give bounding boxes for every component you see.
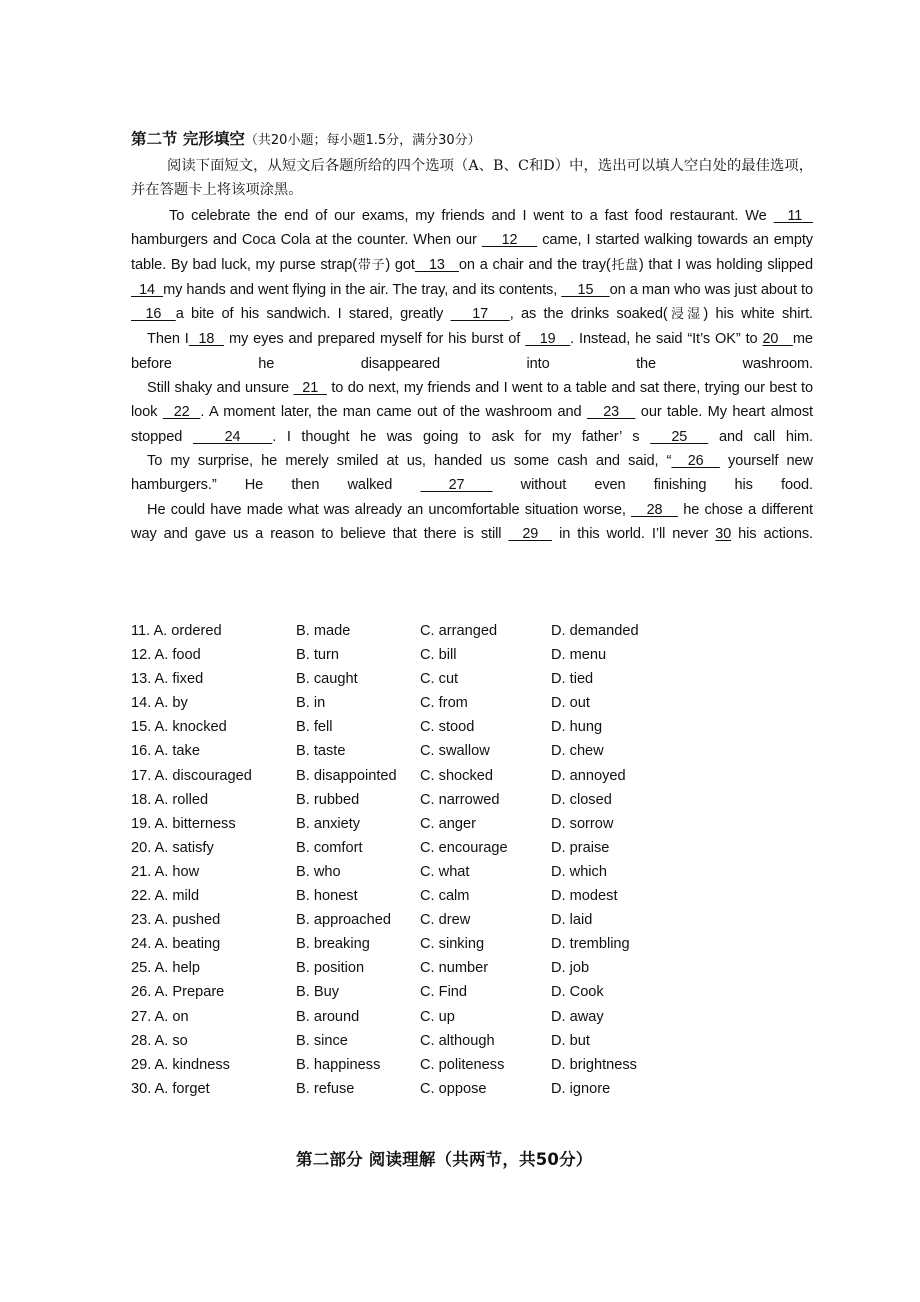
passage-text: he chose a different way and gave us a reason to believe that there is still [131,501,813,542]
passage-text: ) his white shirt. [703,306,813,323]
passage-text: Still shaky and unsure [147,380,290,397]
option-choice-d[interactable]: D. out [551,695,590,712]
blank-11[interactable]: 11 [773,208,813,224]
option-choice-a[interactable]: 25. A. help [131,960,200,977]
option-choice-c[interactable]: C. drew [420,912,471,929]
passage-text: ) got [385,256,415,273]
passage-text: on a chair and the tray( [458,256,611,273]
option-choice-b[interactable]: B. approached [296,912,391,929]
option-choice-b[interactable]: B. comfort [296,839,363,856]
blank-27[interactable]: 27 [420,477,493,494]
instruction-line-1: 阅读下面短文，从短文后各题所给的四个选项（A、B、C和D）中，选出可以填人空白处 [167,158,727,174]
option-row [131,860,821,884]
option-choice-d[interactable]: D. tied [551,671,594,688]
option-choice-d[interactable]: D. away [551,1008,604,1025]
option-choice-a[interactable]: 18. A. rolled [131,791,209,808]
option-row [131,956,821,980]
option-choice-d[interactable]: D. chew [551,743,604,760]
option-choice-a[interactable]: 19. A. bitterness [131,815,236,832]
option-choice-a[interactable]: 12. A. food [131,647,201,664]
option-choice-a[interactable]: 14. A. by [131,695,188,712]
option-choice-c[interactable]: C. shocked [420,767,494,784]
option-choice-c[interactable]: C. calm [420,888,470,905]
blank-20[interactable]: 20 [762,331,793,348]
option-choice-a[interactable]: 30. A. forget [131,1080,210,1097]
option-choice-b[interactable]: B. breaking [296,936,370,953]
option-choice-c[interactable]: C. Find [420,984,468,1001]
option-choice-b[interactable]: B. rubbed [296,791,360,808]
option-choice-d[interactable]: D. brightness [551,1056,637,1073]
blank-28[interactable]: 28 [631,501,678,518]
option-choice-c[interactable]: C. number [420,960,489,977]
blank-14[interactable]: 14 [131,281,164,298]
passage-text: To my surprise, he merely smiled at us, handed us some cash and said, “ [147,452,672,469]
passage-text: without even finishing his food. [520,477,813,494]
section-heading [131,128,813,152]
passage-text: ) that I was holding slipped [638,256,813,273]
option-choice-a[interactable]: 15. A. knocked [131,719,227,736]
option-choice-b[interactable]: B. made [296,623,351,639]
blank-26[interactable]: 26 [671,452,720,469]
option-choice-c[interactable]: C. stood [420,719,475,736]
option-choice-c[interactable]: C. sinking [420,936,485,953]
option-row [131,908,821,932]
passage-text: He could have made what was already an uncomfortable situation worse, [147,501,626,518]
option-choice-a[interactable]: 16. A. take [131,743,200,760]
passage-text: To celebrate the end of our exams, my friends and I went to a fast food restaurant. We [169,208,767,224]
passage-text: yourself new hamburgers.” He then walked [131,452,813,494]
blank-23[interactable]: 23 [587,404,636,421]
option-choice-b[interactable]: B. honest [296,888,358,905]
option-choice-d[interactable]: D. which [551,863,607,880]
blank-29[interactable]: 29 [508,525,553,542]
option-choice-d[interactable]: D. closed [551,791,612,808]
option-choice-d[interactable]: D. modest [551,888,618,905]
option-choice-a[interactable]: 21. A. how [131,863,200,880]
blank-15[interactable]: 15 [561,281,610,298]
option-row [131,667,821,691]
option-choice-b[interactable]: B. anxiety [296,815,361,832]
passage-text: came, I started walking towards an empty table. By bad luck, my purse strap( [131,232,813,273]
option-choice-d[interactable]: D. Cook [551,984,604,1001]
option-choice-a[interactable]: 24. A. beating [131,936,221,953]
passage-text: our table. My heart almost stopped [131,404,813,445]
blank-25[interactable]: 25 [650,428,709,445]
option-choice-c[interactable]: C. politeness [420,1056,505,1073]
option-choice-d[interactable]: D. trembling [551,936,630,953]
option-choice-b[interactable]: B. turn [296,647,339,664]
passage-text: a bite of his sandwich. I stared, greatly [175,306,444,323]
passage-text: . Instead, he said “It’s OK” to [570,331,758,348]
option-row [131,619,821,643]
option-row [131,932,821,956]
passage-text: my hands and went flying in the air. The tray, and its contents, [163,281,558,298]
option-choice-b[interactable]: B. around [296,1008,360,1025]
passage-text: on a man who was just about to [609,281,813,298]
part-two-heading: 第二部分 阅读理解（共两节，共50分） [296,1150,593,1169]
option-row [131,812,821,836]
passage-text: , as the drinks soaked( [509,306,668,323]
cloze-passage [131,204,813,546]
passage-paragraph-2 [131,327,813,376]
option-choice-c[interactable]: C. narrowed [420,791,500,808]
passage-paragraph-3 [131,376,813,449]
option-choice-d[interactable]: D. hung [551,719,603,736]
option-choice-b[interactable]: B. who [296,863,341,880]
option-choice-d[interactable]: D. praise [551,839,610,856]
option-choice-c[interactable]: C. what [420,863,470,880]
blank-16[interactable]: 16 [131,306,176,323]
option-choice-b[interactable]: B. in [296,695,326,712]
option-choice-a[interactable]: 17. A. discouraged [131,767,252,784]
passage-text: . I thought he was going to ask for my father’ s [272,428,640,445]
options-list [131,619,821,1101]
option-choice-d[interactable]: D. menu [551,647,607,664]
passage-text: . A moment later, the man came out of the washroom and [200,404,582,421]
blank-30[interactable]: 30 [715,525,732,542]
option-choice-a[interactable]: 11. A. ordered [131,623,222,639]
section-heading-title: 第二节 完形填空 [131,130,245,148]
option-choice-d[interactable]: D. sorrow [551,815,614,832]
option-choice-a[interactable]: 26. A. Prepare [131,984,225,1001]
option-choice-d[interactable]: D. demanded [551,623,639,639]
option-choice-a[interactable]: 20. A. satisfy [131,839,214,856]
option-choice-d[interactable]: D. annoyed [551,767,626,784]
option-row [131,884,821,908]
blank-17[interactable]: 17 [450,306,510,323]
option-choice-a[interactable]: 22. A. mild [131,888,200,905]
gloss-tuopan: 托盘 [610,257,639,273]
passage-text: and call him. [718,428,813,445]
option-choice-c[interactable]: C. oppose [420,1080,487,1097]
option-choice-c[interactable]: C. although [420,1032,495,1049]
option-choice-b[interactable]: B. disappointed [296,767,397,784]
option-row [131,691,821,715]
passage-text: my eyes and prepared myself for his burst of [228,331,521,348]
option-row [131,643,821,667]
option-choice-a[interactable]: 23. A. pushed [131,912,221,929]
option-choice-c[interactable]: C. arranged [420,623,498,639]
option-choice-b[interactable]: B. since [296,1032,348,1049]
option-choice-c[interactable]: C. anger [420,815,476,832]
option-choice-b[interactable]: B. happiness [296,1056,381,1073]
option-choice-d[interactable]: D. but [551,1032,590,1049]
blank-19[interactable]: 19 [525,331,571,348]
option-choice-d[interactable]: D. job [551,960,590,977]
blank-18[interactable]: 18 [188,331,225,348]
passage-text: in this world. I’ll never [559,525,709,542]
option-choice-b[interactable]: B. caught [296,671,358,688]
option-row [131,836,821,860]
option-row [131,788,821,812]
option-choice-c[interactable]: C. cut [420,671,459,688]
option-choice-b[interactable]: B. fell [296,719,333,736]
blank-24[interactable]: 24 [192,428,273,445]
instruction-line-2: 的最佳选项，并在答题卡上将该项涂黑。 [131,158,813,198]
passage-paragraph-5 [131,498,813,547]
passage-text: his actions. [738,525,813,542]
option-choice-c[interactable]: C. from [420,695,468,712]
gloss-jinshi: 浸湿 [667,307,704,323]
option-row [131,739,821,763]
passage-text: hamburgers and Coca Cola at the counter. When our [131,232,477,249]
option-choice-b[interactable]: B. Buy [296,984,339,1001]
blank-12[interactable]: 12 [481,232,538,249]
option-choice-b[interactable]: B. taste [296,743,346,760]
section-instruction [131,154,813,202]
passage-paragraph-1 [131,204,813,327]
option-row [131,1005,821,1029]
option-choice-a[interactable]: 27. A. on [131,1008,189,1025]
blank-13[interactable]: 13 [414,256,459,273]
option-choice-d[interactable]: D. laid [551,912,593,929]
exam-content [131,128,813,546]
section-heading-meta: （共20小题；每小题1.5分，满分30分） [244,133,481,148]
option-row [131,1077,821,1101]
option-row [131,1053,821,1077]
option-choice-b[interactable]: B. position [296,960,365,977]
option-choice-b[interactable]: B. refuse [296,1080,355,1097]
option-row [131,1029,821,1053]
option-choice-c[interactable]: C. up [420,1008,455,1025]
passage-text: to do next, my friends and I went to a table and sat there, trying our best to look [131,380,813,421]
option-row [131,980,821,1004]
gloss-daizi: 带子 [357,257,386,273]
passage-paragraph-4 [131,449,813,498]
option-choice-a[interactable]: 28. A. so [131,1032,188,1049]
option-row [131,715,821,739]
option-choice-a[interactable]: 29. A. kindness [131,1056,230,1073]
option-choice-c[interactable]: C. encourage [420,839,508,856]
option-choice-d[interactable]: D. ignore [551,1080,611,1097]
blank-22[interactable]: 22 [162,404,201,421]
passage-text: me before he disappeared into the washroom. [131,331,813,372]
option-choice-c[interactable]: C. bill [420,647,457,664]
passage-text: Then I [147,331,189,348]
blank-21[interactable]: 21 [293,380,327,397]
option-choice-c[interactable]: C. swallow [420,743,490,760]
option-choice-a[interactable]: 13. A. fixed [131,671,204,688]
option-row [131,764,821,788]
